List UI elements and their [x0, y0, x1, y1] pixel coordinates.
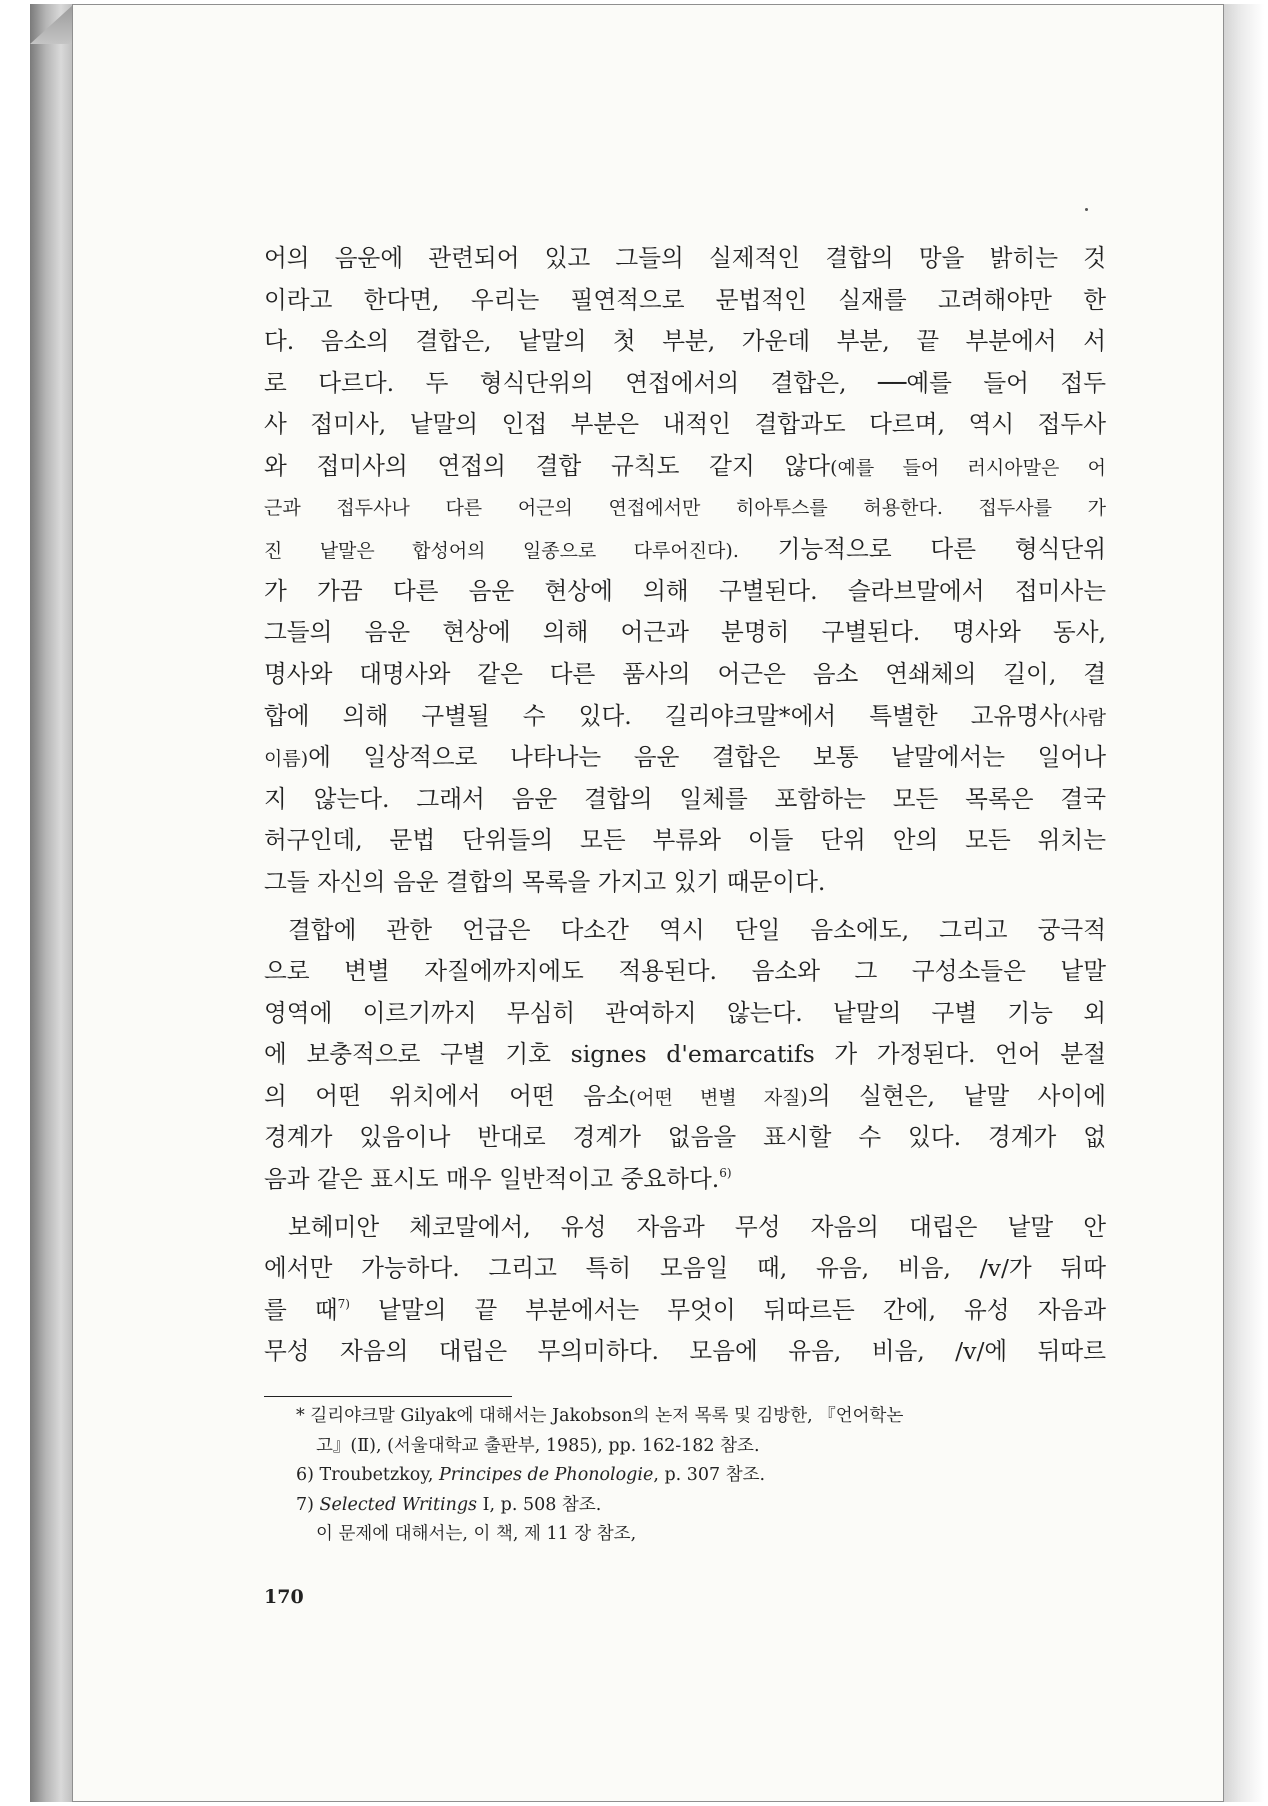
- book-spine: [30, 4, 74, 1802]
- text-segment: 의 어떤 위치에서 어떤 음소: [264, 1081, 629, 1110]
- text-line: 그들의 음운 현상에 의해 어근과 분명히 구별된다. 명사와 동사,: [264, 618, 1106, 647]
- text-line: 어의 음운에 관련되어 있고 그들의 실제적인 결합의 망을 밝히는 것: [264, 244, 1106, 272]
- text-line: 이라고 한다면, 우리는 필연적으로 문법적인 실재를 고려해야만 한: [264, 285, 1106, 314]
- text-segment: 의 실현은, 낱말 사이에: [807, 1081, 1106, 1110]
- text-segment: 와 접미사의 연접의 결합 규칙도 같지 않다: [264, 451, 831, 480]
- text-line: [264, 696, 1106, 738]
- text-line: 근과 접두사나 다른 어근의 연접에서만 히아투스를 허용한다. 접두사를 가: [264, 496, 1106, 519]
- text-line: 허구인데, 문법 단위들의 모든 부류와 이들 단위 안의 모든 위치는: [264, 826, 1106, 855]
- text-line: [264, 446, 1106, 488]
- text-line: 경계가 있음이나 반대로 경계가 없음을 표시할 수 있다. 경계가 없: [264, 1123, 1106, 1152]
- body-text: [264, 238, 1106, 1373]
- parenthetical-note: (어떤 변별 자질): [628, 1086, 808, 1109]
- text-line: 사 접미사, 낱말의 인접 부분은 내적인 결합과도 다르며, 역시 접두사: [264, 410, 1106, 439]
- text-line: 명사와 대명사와 같은 다른 품사의 어근은 음소 연쇄체의 길이, 결: [264, 659, 1106, 688]
- text-line: [264, 1290, 1106, 1332]
- text-line: [264, 1076, 1106, 1118]
- footnote-star-cont: 고』(Ⅱ), (서울대학교 출판부, 1985), pp. 162-182 참조.: [316, 1435, 760, 1456]
- footnote-text: , p. 307 참조.: [653, 1465, 766, 1485]
- footnote-6: [296, 1461, 1106, 1491]
- footnotes: [296, 1402, 1106, 1550]
- text-line: 다. 음소의 결합은, 낱말의 첫 부분, 가운데 부분, 끝 부분에서 서: [264, 327, 1106, 356]
- parenthetical-note: (예를 들어 러시아말은 어: [830, 456, 1106, 479]
- text-line: [264, 737, 1106, 779]
- text-segment: 에 일상적으로 나타나는 음운 결합은 보통 낱말에서는 일어나: [308, 743, 1106, 772]
- text-line: [264, 529, 1106, 571]
- parenthetical-note: 이름): [264, 748, 309, 771]
- footnote-text: 7): [296, 1494, 320, 1515]
- text-line: 로 다르다. 두 형식단위의 연접에서의 결합은, ──예를 들어 접두: [264, 368, 1106, 397]
- footnote-star: * 길리야크말 Gilyak에 대해서는 Jakobson의 논저 목록 및 김방한, 『언어학논: [296, 1406, 904, 1426]
- footnote-title: Selected Writings: [319, 1494, 478, 1515]
- text-segment: 합에 의해 구별될 수 있다. 길리야크말*에서 특별한 고유명사: [264, 701, 1062, 730]
- scan-speck: [1085, 208, 1088, 211]
- text-line: 보헤미안 체코말에서, 유성 자음과 무성 자음의 대립은 낱말 안: [288, 1212, 1106, 1241]
- text-segment: 기능적으로 다른 형식단위: [738, 535, 1106, 564]
- footnote-divider: [264, 1396, 512, 1397]
- footnote-text: Ⅰ, p. 508 참조.: [477, 1494, 602, 1515]
- text-line: 에 보충적으로 구별 기호 signes d'emarcatifs 가 가정된다. 언어 분절: [264, 1040, 1106, 1069]
- text-line: [264, 1159, 1106, 1201]
- footnote-title: Principes de Phonologie: [439, 1465, 654, 1485]
- text-line: 그들 자신의 음운 결합의 목록을 가지고 있기 때문이다.: [264, 867, 826, 896]
- parenthetical-note: (사람: [1061, 706, 1106, 729]
- text-segment: 를 때: [264, 1295, 338, 1324]
- footnote-ref: 6): [719, 1166, 732, 1181]
- footnote-7-cont: 이 문제에 대해서는, 이 책, 제 11 장 참조,: [316, 1524, 637, 1544]
- footnote-text: 6) Troubetzkoy,: [296, 1465, 440, 1485]
- text-line: 무성 자음의 대립은 무의미하다. 모음에 유음, 비음, /v/에 뒤따르: [264, 1337, 1106, 1366]
- footnote-ref: 7): [337, 1296, 350, 1311]
- page-edge-shadow: [1224, 4, 1264, 1802]
- parenthetical-note: 진 낱말은 합성어의 일종으로 다루어진다).: [264, 540, 739, 563]
- text-line: 으로 변별 자질에까지에도 적용된다. 음소와 그 구성소들은 낱말: [264, 957, 1106, 986]
- text-line: 가 가끔 다른 음운 현상에 의해 구별된다. 슬라브말에서 접미사는: [264, 576, 1106, 605]
- text-line: 결합에 관한 언급은 다소간 역시 단일 음소에도, 그리고 궁극적: [288, 915, 1106, 944]
- text-segment: 음과 같은 표시도 매우 일반적이고 중요하다.: [264, 1165, 720, 1194]
- footnote-7: [296, 1491, 1106, 1521]
- text-segment: 낱말의 끝 부분에서는 무엇이 뒤따르든 간에, 유성 자음과: [349, 1295, 1106, 1324]
- text-line: 지 않는다. 그래서 음운 결합의 일체를 포함하는 모든 목록은 결국: [264, 784, 1106, 813]
- page-number: 170: [264, 1586, 304, 1608]
- text-line: 영역에 이르기까지 무심히 관여하지 않는다. 낱말의 구별 기능 외: [264, 998, 1106, 1027]
- text-line: 에서만 가능하다. 그리고 특히 모음일 때, 유음, 비음, /v/가 뒤따: [264, 1254, 1106, 1283]
